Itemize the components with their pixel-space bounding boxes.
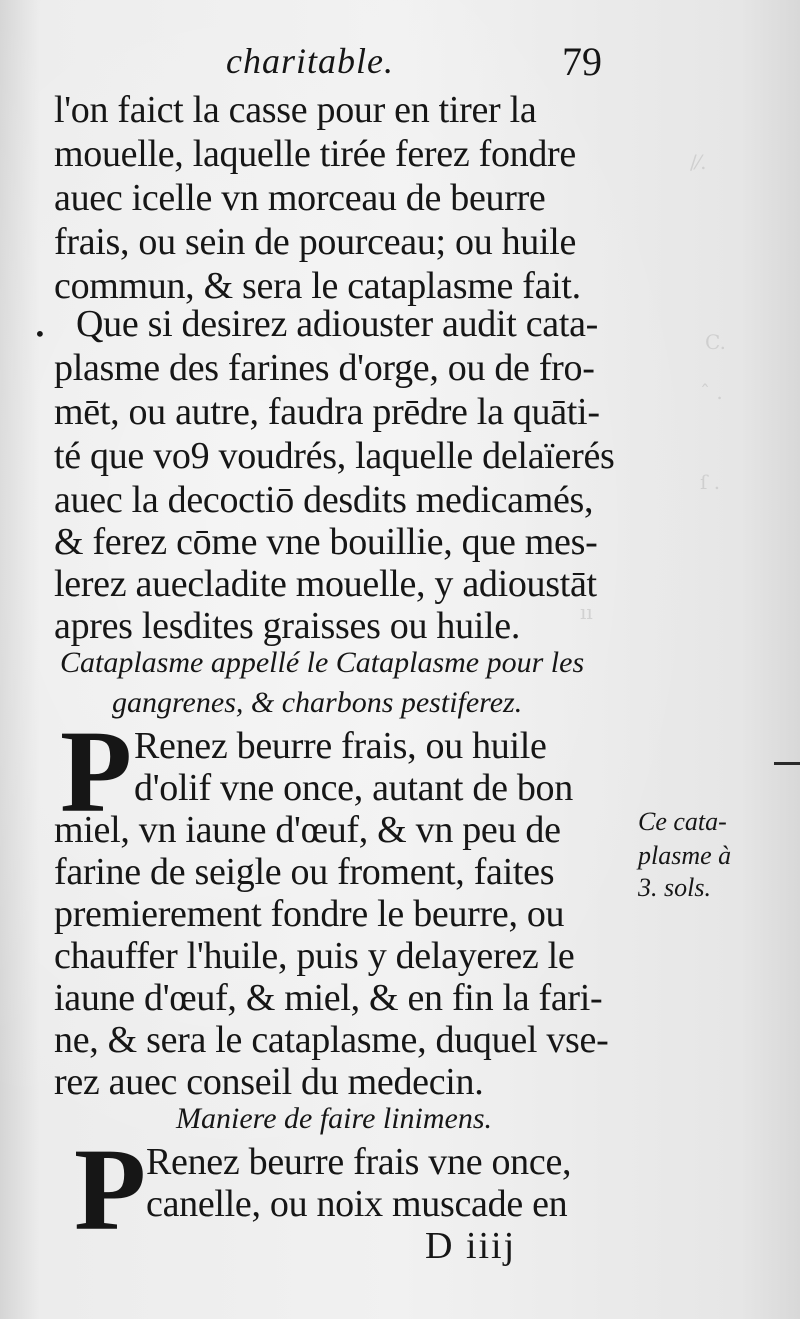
text-line: plasme des farines d'orge, ou de fro- bbox=[54, 347, 595, 389]
edge-mark bbox=[774, 762, 800, 765]
text-line: farine de seigle ou froment, faites bbox=[54, 851, 555, 893]
bleed-through-text: ıı bbox=[580, 600, 593, 624]
text-line: Que si desirez adiouster audit cata- bbox=[76, 303, 599, 345]
text-line: ne, & sera le cataplasme, duquel vse- bbox=[54, 1019, 609, 1061]
running-title: charitable. bbox=[226, 41, 394, 81]
text-line: mouelle, laquelle tirée ferez fondre bbox=[54, 133, 576, 175]
text-line: mēt, ou autre, faudra prēdre la quāti- bbox=[54, 391, 600, 433]
text-line: canelle, ou noix muscade en bbox=[146, 1183, 568, 1225]
margin-note-line: 3. sols. bbox=[638, 873, 711, 902]
page-number: 79 bbox=[562, 39, 602, 84]
text-line: premierement fondre le beurre, ou bbox=[54, 893, 565, 935]
text-line: té que vo9 voudrés, laquelle delaïerés bbox=[54, 435, 615, 477]
text-line: rez auec conseil du medecin. bbox=[54, 1061, 484, 1103]
paragraph-mark: • bbox=[34, 322, 46, 346]
bleed-through-text: /⁄. bbox=[690, 150, 707, 174]
drop-cap: P bbox=[60, 706, 133, 837]
text-line: Renez beurre frais, ou huile bbox=[134, 725, 547, 767]
text-line: d'olif vne once, autant de bon bbox=[134, 767, 573, 809]
text-line: apres lesdites graisses ou huile. bbox=[54, 605, 521, 647]
signature-mark: D iiij bbox=[425, 1225, 517, 1267]
text-line: frais, ou sein de pourceau; ou huile bbox=[54, 221, 577, 263]
drop-cap: P bbox=[74, 1124, 147, 1255]
text-line: l'on faict la casse pour en tirer la bbox=[54, 89, 537, 131]
margin-note-line: Ce cata- bbox=[638, 807, 727, 836]
section-heading: gangrenes, & charbons pestiferez. bbox=[112, 686, 523, 719]
bleed-through-text: C. bbox=[705, 330, 726, 354]
text-line: commun, & sera le cataplasme fait. bbox=[54, 265, 581, 307]
text-line: & ferez cōme vne bouillie, que mes- bbox=[54, 521, 598, 563]
margin-note-line: plasme à bbox=[638, 841, 732, 870]
text-line: Renez beurre frais vne once, bbox=[146, 1141, 572, 1183]
text-line: auec icelle vn morceau de beurre bbox=[54, 177, 546, 219]
section-heading: Cataplasme appellé le Cataplasme pour les bbox=[60, 646, 585, 679]
text-line: iaune d'œuf, & miel, & en fin la fari- bbox=[54, 977, 603, 1019]
text-line: auec la decoctiō desdits medicamés, bbox=[54, 479, 594, 521]
bleed-through-text: ˆ . bbox=[700, 380, 723, 404]
text-line: chauffer l'huile, puis y delayerez le bbox=[54, 935, 575, 977]
text-line: miel, vn iaune d'œuf, & vn peu de bbox=[54, 809, 561, 851]
section-heading: Maniere de faire linimens. bbox=[176, 1102, 493, 1135]
bleed-through-text: ſ . bbox=[700, 470, 721, 494]
text-line: lerez auecladite mouelle, y adioustāt bbox=[54, 563, 597, 605]
